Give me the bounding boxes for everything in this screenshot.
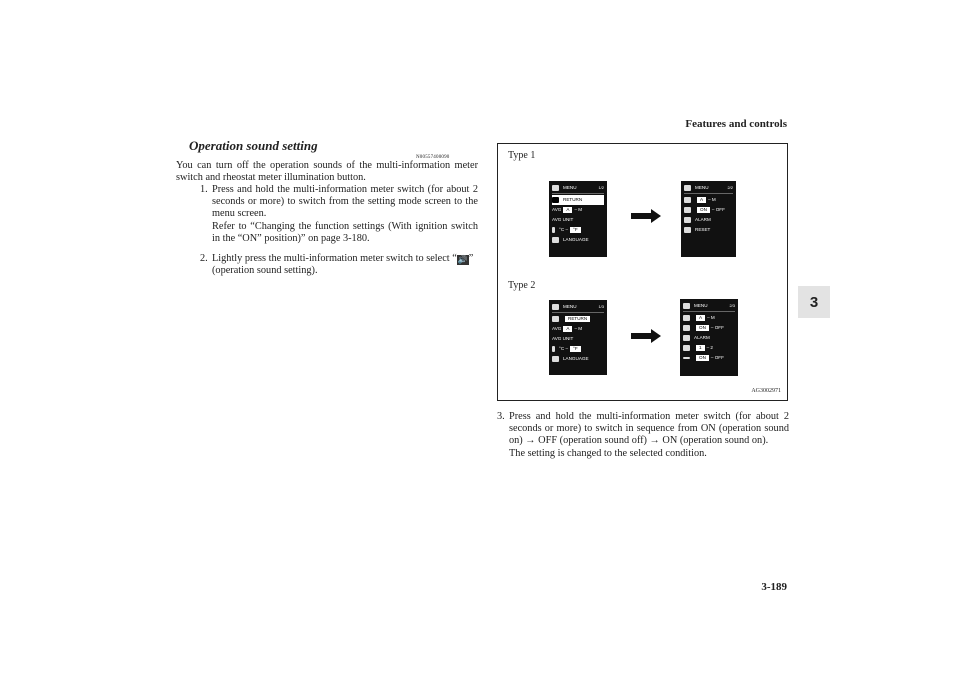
alarm-icon xyxy=(683,335,690,341)
speaker-icon xyxy=(683,325,690,331)
step-number: 1. xyxy=(200,184,208,195)
step-note: Refer to “Changing the function settings (With ignition switch in the “ON” position)” on page 3-180. xyxy=(212,220,478,244)
return-arrow-icon xyxy=(552,316,559,322)
step-text: Press and hold the multi-information meter switch (for about 2 seconds or more) to switch from the setting mode screen to the menu screen. xyxy=(212,184,478,220)
type1-menu-screen-page1: MENU 1/2 RETURN AVG A – M AVG UNIT °C – °F LANGUAGE xyxy=(549,181,607,257)
thermometer-icon xyxy=(552,227,555,233)
step-text-end: ” (operation sound setting). xyxy=(212,253,474,277)
step-number: 3. xyxy=(497,411,505,422)
type1-menu-screen-page2: MENU 2/2 A – M ON – OFF ALARM RESET xyxy=(681,181,736,257)
intro-paragraph: You can turn off the operation sounds of the multi-information meter switch and rheostat meter illumination button. xyxy=(176,160,478,184)
language-icon xyxy=(552,356,559,362)
section-code: N00557400090 xyxy=(416,155,450,160)
type-2-label: Type 2 xyxy=(508,280,536,291)
header-title: Features and controls xyxy=(685,118,787,130)
type2-menu-screen-page2: MENU 2/3 A – M ON – OFF ALARM 1 – 2 ON – OFF xyxy=(680,299,738,376)
menu-screen-figure xyxy=(497,143,788,401)
section-heading: Operation sound setting xyxy=(189,138,318,153)
type-1-label: Type 1 xyxy=(508,150,536,161)
right-arrow-icon xyxy=(631,209,661,223)
language-icon xyxy=(683,315,690,321)
alarm-icon xyxy=(684,217,691,223)
language-icon xyxy=(684,197,691,203)
speaker-icon: 🔊 xyxy=(457,255,468,264)
menu-icon xyxy=(552,304,559,310)
step-text: Lightly press the multi-information meter switch to select “ xyxy=(212,253,457,264)
type2-menu-screen-page1: MENU 1/3 RETURN AVG A – M AVG UNIT °C – °F LANGUAGE xyxy=(549,300,607,375)
thermometer-icon xyxy=(552,346,555,352)
figure-code: AG3002971 xyxy=(751,388,781,394)
page-number: 3-189 xyxy=(761,581,787,593)
step-text: Press and hold the multi-information meter switch (for about 2 seconds or more) to switch in sequence from ON (operation sound on) → OFF (operation sound off) → ON (operation sound on). xyxy=(509,411,789,447)
double-arrow-icon xyxy=(683,345,690,351)
menu-icon xyxy=(683,303,690,309)
return-arrow-icon xyxy=(552,197,559,203)
speaker-icon xyxy=(684,207,691,213)
language-icon xyxy=(552,237,559,243)
right-arrow-icon xyxy=(631,329,661,343)
chapter-tab: 3 xyxy=(798,286,830,318)
reset-icon xyxy=(684,227,691,233)
menu-icon xyxy=(684,185,691,191)
menu-icon xyxy=(552,185,559,191)
line-icon xyxy=(683,357,690,359)
step-note: The setting is changed to the selected condition. xyxy=(509,447,707,459)
step-number: 2. xyxy=(200,253,208,264)
